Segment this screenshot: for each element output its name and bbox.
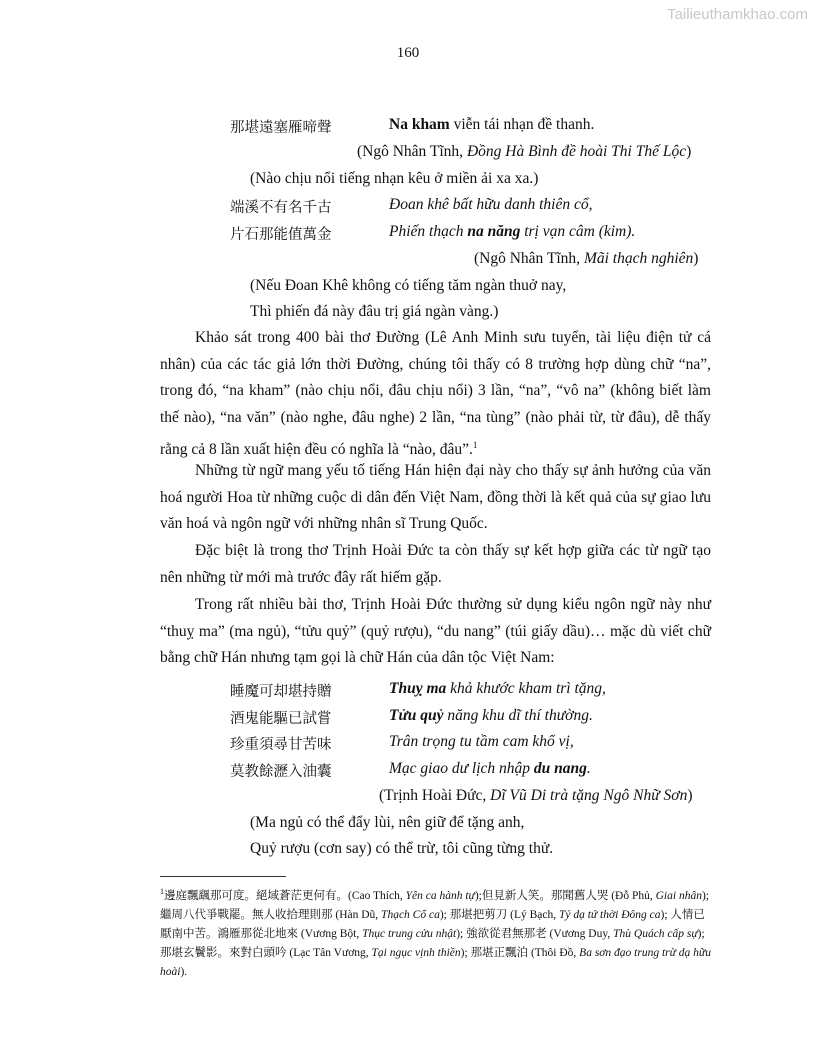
paragraph-4: Trong rất nhiều bài thơ, Trịnh Hoài Đức thường sử dụng kiểu ngôn ngữ này như “thuỵ ma” (ma ngủ), “tửu quỷ” (quỷ rượu), “du nang” (túi giấy dầu)… mặc dù viết chữ bằng chữ Hán nhưng tạm gọi là chữ Hán của dân tộc Việt Nam:	[160, 596, 711, 667]
footnote: $^1$邊庭飄颻那可度。絕域蒼茫更何有。(Cao Thích, Yên ca hành tự);但見新人笑。那聞舊人哭 (Đỗ Phủ, Giai nhân); 繼周八代爭戰罷。無人收拾理則那 (Hàn Dũ, Thạch Cổ ca); 那堪把剪刀 (Lý Bạch, Tý dạ tứ thời Đông ca); 人情已厭南中苦。鴻雁那從北地來 (Vương Bột, Thục trung cửu nhật); 強欲從君無那老 (Vương Duy, Thù Quách cấp sự); 那堪玄鬢影。來對白頭吟 (Lạc Tân Vương, Tại ngục vịnh thiền); 那堪正飄泊 (Thôi Đồ, Ba sơn đạo trung trừ dạ hữu hoài).	[160, 887, 711, 978]
poem1-title: Đồng Hà Bình đề hoài Thi Thế Lộc	[466, 143, 687, 160]
poem1-han-line: 那堪遠塞雁啼聲	[230, 120, 332, 136]
poem1-source: (Ngô Nhân Tĩnh, Đồng Hà Bình đề hoài Thi Thế Lộc)	[357, 143, 692, 160]
poem3-han-line-3: 珍重須尋甘苦味	[230, 737, 332, 753]
poem3-viet-line-3: Trân trọng tu tầm cam khổ vị,	[389, 733, 574, 750]
poem2-meaning-1: (Nếu Đoan Khê không có tiếng tăm ngàn thuở nay,	[250, 277, 567, 294]
page-number: 160	[396, 45, 420, 61]
paragraph-2: Những từ ngữ mang yếu tố tiếng Hán hiện đại này cho thấy sự ảnh hưởng của văn hoá người Hoa từ những cuộc di dân đến Việt Nam, đồng thời là kết quả của sự giao lưu văn hoá và ngôn ngữ với những nhân sĩ Trung Quốc.	[160, 462, 711, 533]
paragraph-1: Khảo sát trong 400 bài thơ Đường (Lê Anh Minh sưu tuyển, tài liệu điện tử cá nhân) của các tác giả lớn thời Đường, chúng tôi thấy có 8 trường hợp dùng chữ “na”, trong đó, “na kham” (nào chịu nổi, đâu chịu nổi) 3 lần, “na”, “vô na” (không biết làm thế nào), “na văn” (nào nghe, đâu nghe) 2 lần, “na tùng” (nào phải từ, từ đâu), dễ thấy rằng cả 8 lần xuất hiện đều có nghĩa là “nào, đâu”.$^1$	[160, 329, 711, 458]
poem3-viet-line-1: Thuỵ ma khả khước kham trì tặng,	[389, 680, 606, 697]
poem2-source: (Ngô Nhân Tĩnh, Mãi thạch nghiên)	[474, 250, 699, 267]
poem1-meaning: (Nào chịu nổi tiếng nhạn kêu ở miền ải xa xa.)	[250, 170, 539, 187]
poem3-source: (Trịnh Hoài Đức, Dĩ Vũ Di trà tặng Ngô Nhữ Sơn)	[379, 787, 693, 804]
poem3-meaning-1: (Ma ngủ có thể đẩy lùi, nên giữ để tặng anh,	[250, 814, 525, 831]
footnote-ref[interactable]: 1	[472, 439, 478, 450]
poem3-meaning-2: Quỷ rượu (cơn say) có thể trừ, tôi cũng từng thử.	[250, 840, 554, 857]
poem1-bold: Na kham	[389, 116, 450, 133]
poem3-viet-line-2: Tửu quỷ năng khu dĩ thí thường.	[389, 707, 593, 724]
poem3-viet-line-4: Mạc giao dư lịch nhập du nang.	[389, 760, 591, 777]
poem1-rest: viễn tái nhạn đề thanh.	[449, 116, 595, 133]
poem3-han-line-2: 酒鬼能驅已試嘗	[230, 711, 332, 727]
poem2-han-line-2: 片石那能值萬金	[230, 227, 332, 243]
poem2-viet-line-1: Đoan khê bất hữu danh thiên cổ,	[389, 196, 593, 213]
poem2-han-line-1: 端溪不有名千古	[230, 200, 332, 216]
watermark: Tailieuthamkhao.com	[667, 6, 808, 23]
poem2-viet-line-2: Phiến thạch na năng trị vạn câm (kim).	[389, 223, 636, 240]
poem3-han-line-1: 睡魔可却堪持贈	[230, 684, 332, 700]
poem3-title: Dĩ Vũ Di trà tặng Ngô Nhữ Sơn	[490, 787, 688, 804]
poem2-title: Mãi thạch nghiên	[583, 250, 694, 267]
footnote-number: 1	[160, 887, 164, 896]
poem1-viet-line	[389, 116, 594, 134]
footnote-divider	[160, 876, 286, 877]
paragraph-3: Đặc biệt là trong thơ Trịnh Hoài Đức ta còn thấy sự kết hợp giữa các từ ngữ tạo nên những từ mới mà trước đây rất hiếm gặp.	[160, 542, 711, 586]
poem3-han-line-4: 莫教餘瀝入油囊	[230, 764, 332, 780]
poem2-meaning-2: Thì phiến đá này đâu trị giá ngàn vàng.)	[250, 303, 499, 320]
